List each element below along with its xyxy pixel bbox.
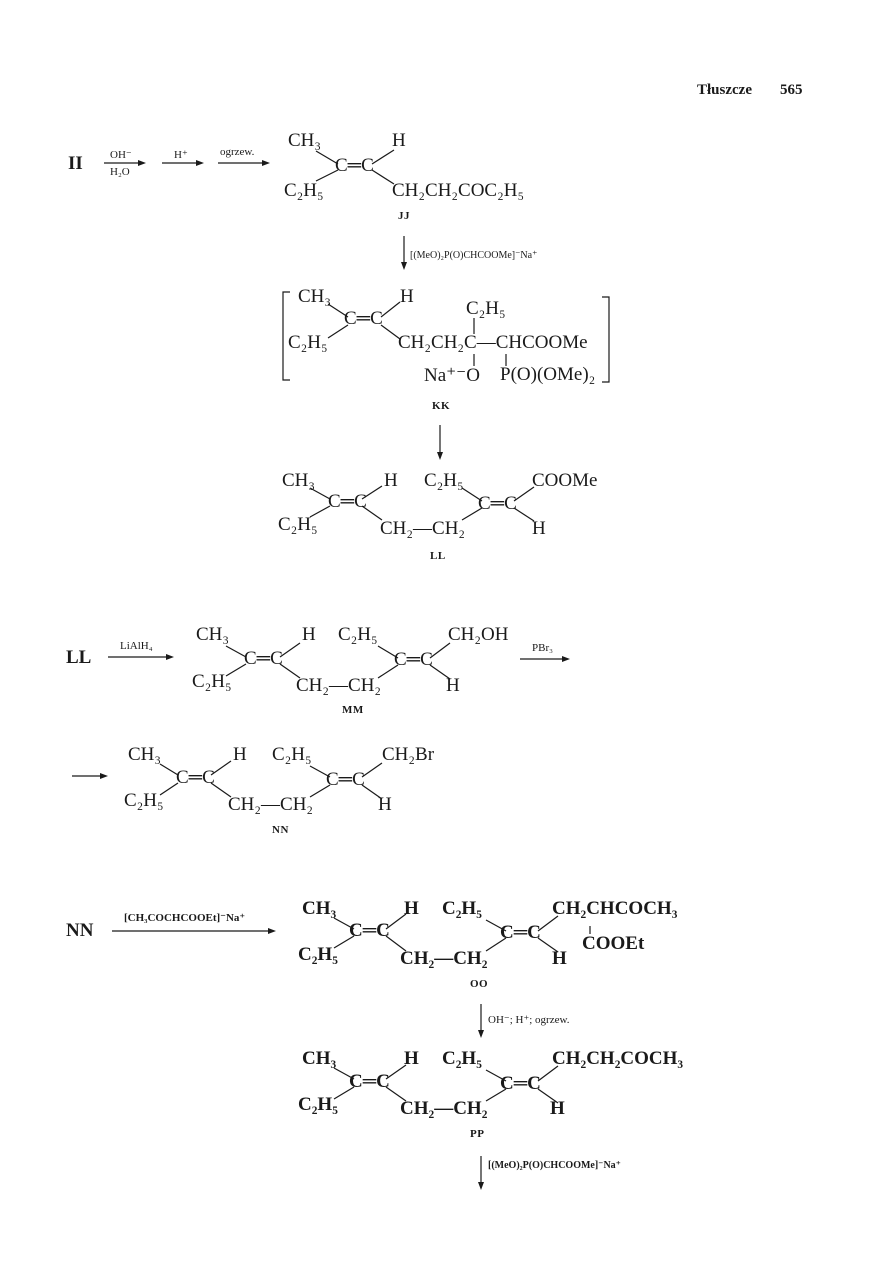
kk-ethyl-left: C₂H₅ <box>288 332 328 353</box>
mm-hydrogen-2: H <box>446 675 460 696</box>
mm-ethyl-left: C₂H₅ <box>192 671 232 692</box>
compound-label-jj: JJ <box>398 210 410 222</box>
mm-hydrogen-1: H <box>302 624 316 645</box>
oo-double-bond-2: C═C <box>500 922 541 943</box>
kk-double-bond: C═C <box>344 308 383 329</box>
jj-methyl: CH₃ <box>288 130 322 151</box>
reagent-acid: H⁺ <box>174 149 188 161</box>
ll-double-bond-2: C═C <box>478 493 517 514</box>
oo-ethyl: C₂H₅ <box>442 898 482 919</box>
kk-phosphonate: P(O)(OMe)₂ <box>500 364 596 385</box>
kk-alkoxide: Na⁺⁻O <box>424 365 480 386</box>
compound-label-oo: OO <box>470 978 489 990</box>
nn-double-bond-2: C═C <box>326 769 365 790</box>
jj-ethyl: C₂H₅ <box>284 180 324 201</box>
reagent-heat: ogrzew. <box>220 146 255 158</box>
reagent-water: H₂O <box>110 166 130 178</box>
mm-double-bond-2: C═C <box>394 649 433 670</box>
reagent-phosphonate-anion: [(MeO)₂P(O)CHCOOMe]⁻Na⁺ <box>410 250 538 261</box>
nn-bromomethyl: CH₂Br <box>382 744 435 765</box>
ll-ester: COOMe <box>532 470 598 491</box>
ll-ethyl-left: C₂H₅ <box>278 514 318 535</box>
compound-label-nn-start: NN <box>66 920 94 941</box>
oo-double-bond-1: C═C <box>349 920 390 941</box>
oo-hydrogen-2: H <box>552 948 567 969</box>
ll-hydrogen-2: H <box>532 518 546 539</box>
pp-side-chain: CH₂CH₂COCH₃ <box>552 1048 684 1069</box>
kk-hydrogen: H <box>400 286 414 307</box>
pp-hydrogen-1: H <box>404 1048 419 1069</box>
kk-ethyl: C₂H₅ <box>466 298 506 319</box>
pp-double-bond-1: C═C <box>349 1071 390 1092</box>
compound-label-ll-start: LL <box>66 647 92 668</box>
nn-double-bond-1: C═C <box>176 767 215 788</box>
mm-bridge: CH₂—CH₂ <box>296 675 382 696</box>
reagent-lialh4: LiAlH₄ <box>120 640 153 652</box>
right-bracket <box>602 297 609 382</box>
compound-label-pp: PP <box>470 1128 485 1140</box>
jj-hydrogen: H <box>392 130 406 151</box>
running-header-title: Tłuszcze <box>697 82 752 98</box>
nn-hydrogen-2: H <box>378 794 392 815</box>
pp-double-bond-2: C═C <box>500 1073 541 1094</box>
ll-hydrogen-1: H <box>384 470 398 491</box>
oo-ester: COOEt <box>582 933 645 954</box>
pp-methyl: CH₃ <box>302 1048 337 1069</box>
page-number: 565 <box>780 82 803 98</box>
pp-ethyl-left: C₂H₅ <box>298 1094 338 1115</box>
compound-label-nn: NN <box>272 824 289 836</box>
ll-bridge: CH₂—CH₂ <box>380 518 466 539</box>
reagent-phosphonate-anion-2: [(MeO)₂P(O)CHCOOMe]⁻Na⁺ <box>488 1160 621 1171</box>
reagent-hydroxide: OH⁻ <box>110 149 132 161</box>
compound-label-mm: MM <box>342 704 364 716</box>
jj-side-chain: CH₂CH₂COC₂H₅ <box>392 180 525 201</box>
kk-methyl: CH₃ <box>298 286 332 307</box>
nn-bridge: CH₂—CH₂ <box>228 794 314 815</box>
pp-ethyl: C₂H₅ <box>442 1048 482 1069</box>
ll-ethyl: C₂H₅ <box>424 470 464 491</box>
pp-bridge: CH₂—CH₂ <box>400 1098 488 1119</box>
mm-methyl: CH₃ <box>196 624 230 645</box>
oo-methyl: CH₃ <box>302 898 337 919</box>
nn-methyl: CH₃ <box>128 744 162 765</box>
oo-bridge: CH₂—CH₂ <box>400 948 488 969</box>
reagent-acetoacetate-anion: [CH₃COCHCOOEt]⁻Na⁺ <box>124 912 246 924</box>
compound-label-kk: KK <box>432 400 451 412</box>
pp-hydrogen-2: H <box>550 1098 565 1119</box>
nn-hydrogen-1: H <box>233 744 247 765</box>
oo-hydrogen-1: H <box>404 898 419 919</box>
mm-double-bond-1: C═C <box>244 648 283 669</box>
oo-side-chain: CH₂CHCOCH₃ <box>552 898 678 919</box>
mm-ethyl: C₂H₅ <box>338 624 378 645</box>
reagent-hydrolysis-decarboxylation: OH⁻; H⁺; ogrzew. <box>488 1014 570 1026</box>
ll-methyl: CH₃ <box>282 470 316 491</box>
kk-chain: CH₂CH₂C—CHCOOMe <box>398 332 588 353</box>
oo-ethyl-left: C₂H₅ <box>298 944 338 965</box>
nn-ethyl: C₂H₅ <box>272 744 312 765</box>
compound-label-ll: LL <box>430 550 446 562</box>
compound-label-ii: II <box>68 153 83 174</box>
ll-double-bond-1: C═C <box>328 491 367 512</box>
mm-hydroxymethyl: CH₂OH <box>448 624 509 645</box>
reagent-pbr3: PBr₃ <box>532 642 553 654</box>
nn-ethyl-left: C₂H₅ <box>124 790 164 811</box>
jj-double-bond: C═C <box>335 155 374 176</box>
